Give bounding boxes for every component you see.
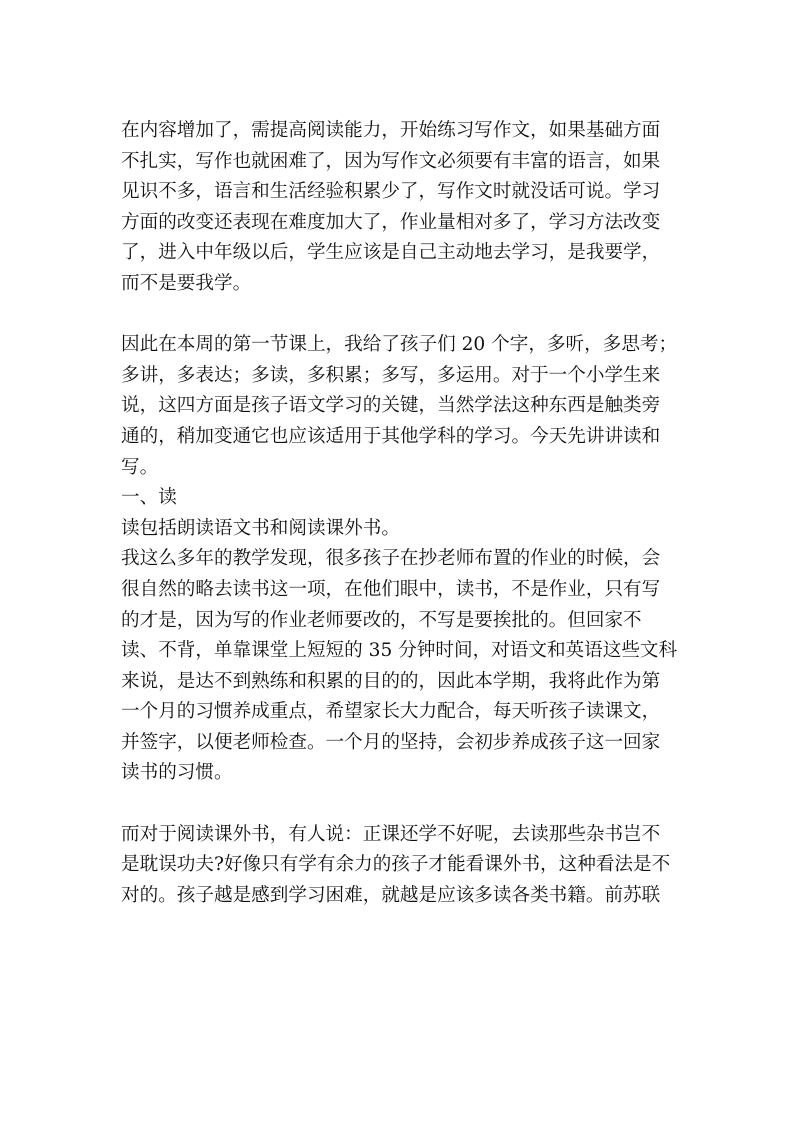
document-page [121,116,681,911]
text-line: 说，这四方面是孩子语文学习的关键，当然学法这种东西是触类旁 [121,395,661,417]
text-line: 了，进入中年级以后，学生应该是自己主动地去学习，是我要学， [121,242,661,264]
text-line: 来说，是达不到熟练和积累的目的的，因此本学期，我将此作为第 [121,670,661,692]
text-line: 见识不多，语言和生活经验积累少了，写作文时就没话可说。学习 [121,181,661,203]
text-line: 读包括朗读语文书和阅读课外书。 [121,517,400,539]
text-line: 写。 [121,456,159,478]
text-line: 对的。孩子越是感到学习困难，就越是应该多读各类书籍。前苏联 [121,884,661,906]
text-line: 一个月的习惯养成重点，希望家长大力配合，每天听孩子读课文， [121,701,661,723]
text-line: 读、不背，单靠课堂上短短的 35 分钟时间，对语文和英语这些文科 [121,640,678,662]
text-line: 我这么多年的教学发现，很多孩子在抄老师布置的作业的时候，会 [121,548,661,570]
text-line: 而对于阅读课外书，有人说：正课还学不好呢，去读那些杂书岂不 [121,823,661,845]
text-line: 是耽误功夫?好像只有学有余力的孩子才能看课外书，这种看法是不 [121,854,671,876]
text-line: 通的，稍加变通它也应该适用于其他学科的学习。今天先讲讲读和 [121,425,661,447]
text-line: 因此在本周的第一节课上，我给了孩子们 20 个字，多听，多思考； [121,334,678,356]
paragraph-spacer [121,789,681,820]
text-line: 读书的习惯。 [121,762,233,784]
text-line: 方面的改变还表现在难度加大了，作业量相对多了，学习方法改变 [121,211,661,233]
text-line: 在内容增加了，需提高阅读能力，开始练习写作文，如果基础方面 [121,120,661,141]
text-line: 多讲，多表达；多读，多积累；多写，多运用。对于一个小学生来 [121,364,661,386]
text-line: 很自然的略去读书这一项，在他们眼中，读书，不是作业，只有写 [121,578,661,600]
text-line: 不扎实，写作也就困难了，因为写作文必须要有丰富的语言，如果 [121,150,661,172]
text-line: 并签字，以便老师检查。一个月的坚持，会初步养成孩子这一回家 [121,731,661,753]
paragraph-2 [121,330,681,789]
paragraph-spacer [121,300,681,331]
text-line: 而不是要我学。 [121,272,252,294]
paragraph-1 [121,116,681,300]
section-heading: 一、读 [121,487,177,509]
paragraph-3 [121,820,681,912]
text-line: 的才是，因为写的作业老师要改的，不写是要挨批的。但回家不 [121,609,642,631]
